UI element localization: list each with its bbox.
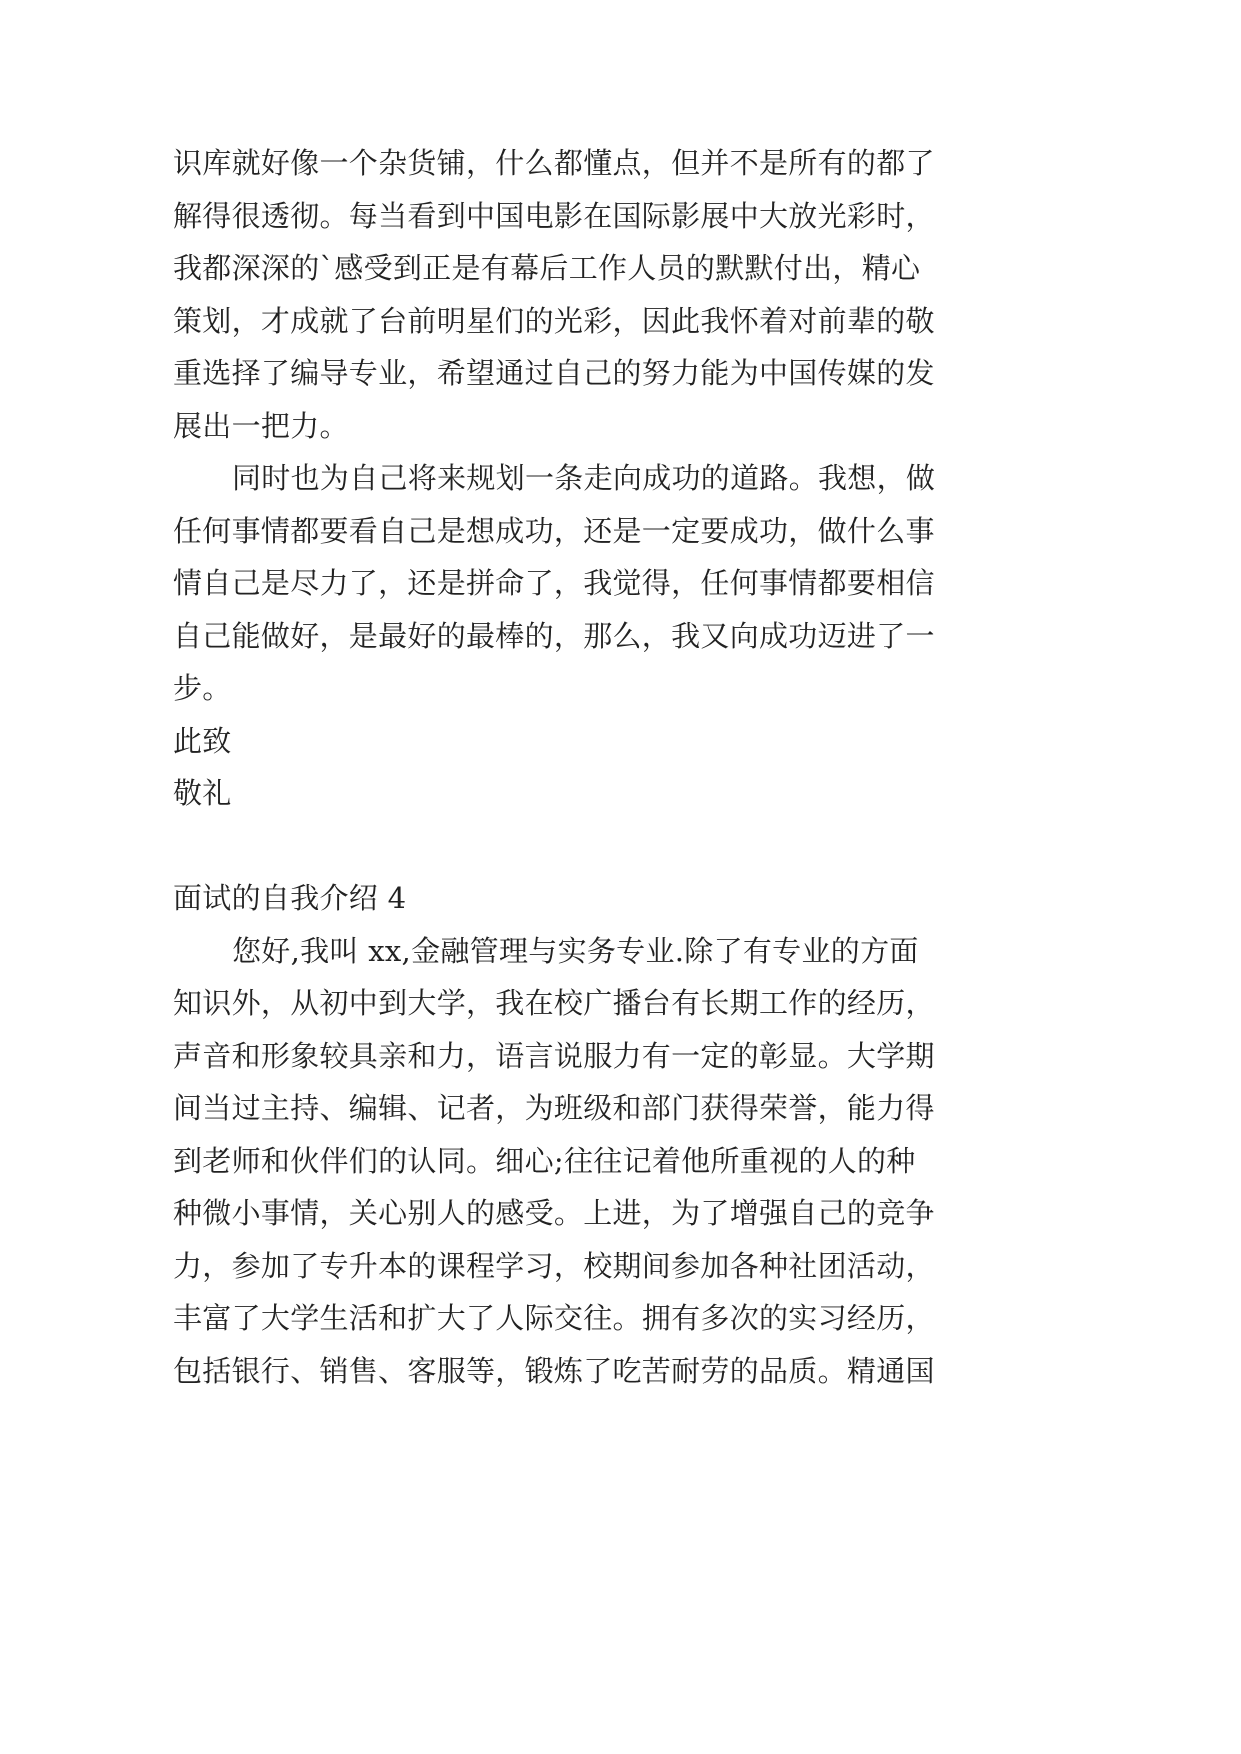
paragraph-line: 声音和形象较具亲和力，语言说服力有一定的彰显。大学期 — [173, 1038, 935, 1073]
paragraph-line: 展出一把力。 — [173, 408, 349, 443]
paragraph-line: 步。 — [173, 671, 232, 705]
section-heading: 面试的自我介绍 4 — [173, 881, 407, 915]
paragraph-line: 同时也为自己将来规划一条走向成功的道路。我想，做 — [232, 461, 936, 495]
paragraph-line: 重选择了编导专业，希望通过自己的努力能为中国传媒的发 — [173, 356, 935, 390]
paragraph-line: 力，参加了专升本的课程学习，校期间参加各种社团活动， — [173, 1248, 935, 1283]
paragraph-line: 您好,我叫 xx,金融管理与实务专业.除了有专业的方面 — [232, 933, 919, 968]
paragraph-line: 解得很透彻。每当看到中国电影在国际影展中大放光彩时， — [173, 198, 935, 233]
paragraph-line: 间当过主持、编辑、记者，为班级和部门获得荣誉，能力得 — [173, 1091, 935, 1125]
paragraph-line: 策划，才成就了台前明星们的光彩，因此我怀着对前辈的敬 — [173, 303, 935, 338]
paragraph-line: 我都深深的`感受到正是有幕后工作人员的默默付出，精心 — [173, 251, 921, 285]
blank-line — [173, 820, 973, 873]
paragraph-line: 到老师和伙伴们的认同。细心;往往记着他所重视的人的种 — [173, 1143, 916, 1178]
paragraph-line: 丰富了大学生活和扩大了人际交往。拥有多次的实习经历， — [173, 1301, 935, 1335]
paragraph-line: 任何事情都要看自己是想成功，还是一定要成功，做什么事 — [173, 513, 935, 548]
document-body — [173, 137, 973, 1397]
paragraph-line: 识库就好像一个杂货铺，什么都懂点，但并不是所有的都了 — [173, 146, 935, 180]
closing-regards: 敬礼 — [173, 776, 232, 810]
paragraph-line: 情自己是尽力了，还是拼命了，我觉得，任何事情都要相信 — [173, 566, 935, 600]
paragraph-line: 包括银行、销售、客服等，锻炼了吃苦耐劳的品质。精通国 — [173, 1353, 935, 1388]
paragraph-line: 种微小事情，关心别人的感受。上进，为了增强自己的竞争 — [173, 1196, 935, 1230]
paragraph-line: 自己能做好，是最好的最棒的，那么，我又向成功迈进了一 — [173, 618, 935, 653]
closing-salutation: 此致 — [173, 723, 232, 758]
paragraph-line: 知识外，从初中到大学，我在校广播台有长期工作的经历， — [173, 986, 935, 1020]
